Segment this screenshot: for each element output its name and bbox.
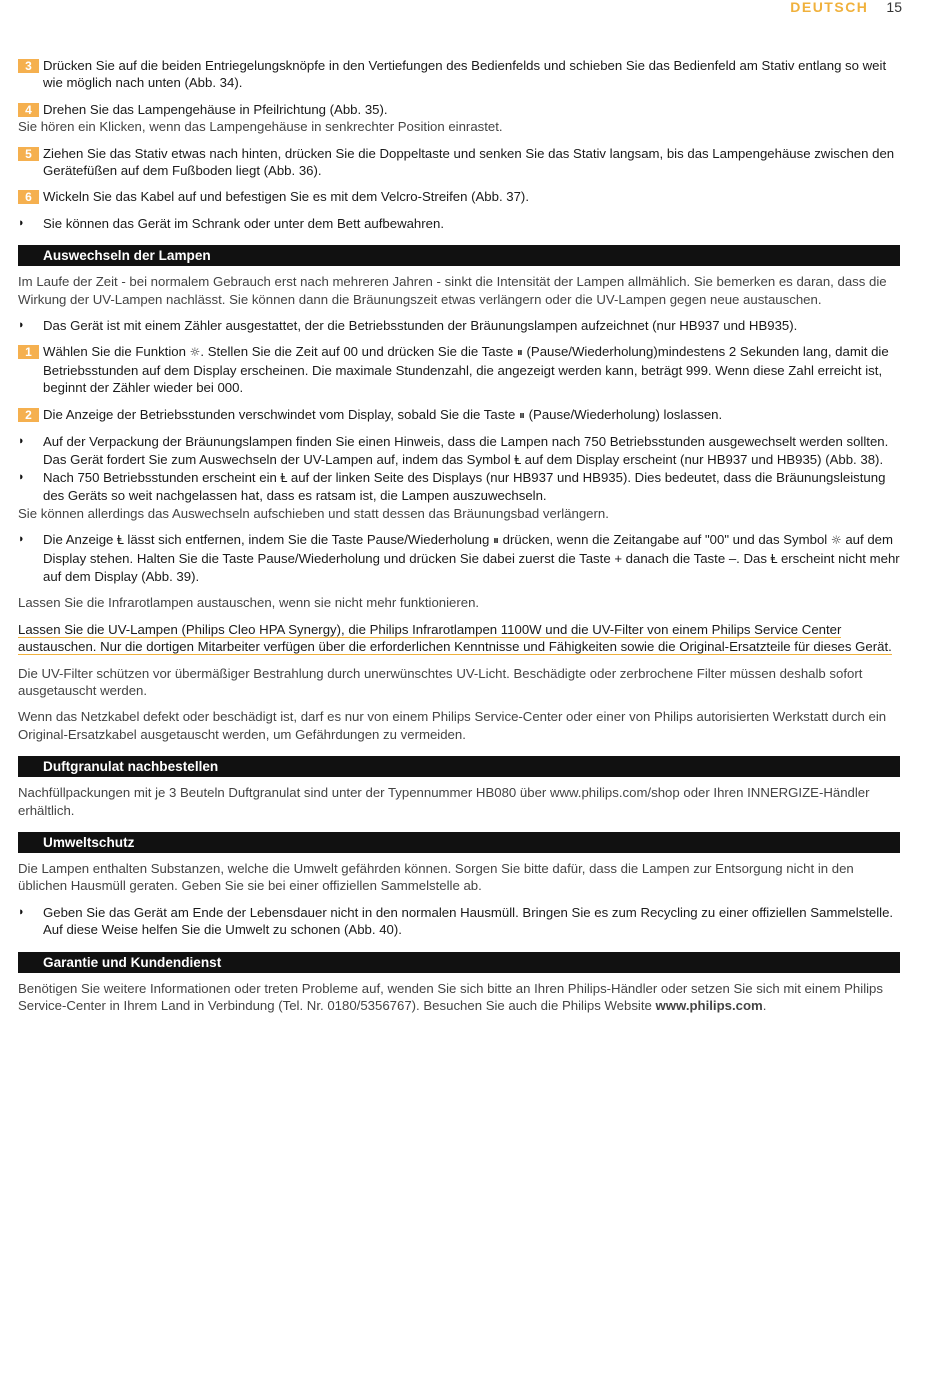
bullet-text: drücken, wenn die Zeitangabe auf "00" und das Symbol	[498, 532, 831, 548]
bullet-text: Das Gerät ist mit einem Zähler ausgestattet, der die Betriebsstunden der Bräunungslampen aufzeichnet (nur HB937 und HB935).	[43, 318, 798, 334]
bullet-text: auf dem Display erscheint (nur HB937 und HB935) (Abb. 38).	[521, 451, 884, 467]
cable-note: Wenn das Netzkabel defekt oder beschädigt ist, darf es nur von einem Philips Service-Center oder einer von Philips autorisierten Werkstatt durch ein Original-Ersatzkabel ausgetauscht werden, um Gefährdungen zu vermeiden.	[18, 709, 887, 742]
filters-note: Die UV-Filter schützen vor übermäßiger Bestrahlung durch unerwünschtes UV-Licht. Beschädigte oder zerbrochene Filter müssen deshalb sofort ausgetauscht werden.	[18, 665, 863, 698]
philips-website-link[interactable]: www.philips.com	[655, 998, 763, 1014]
section-heading-warranty: Garantie und Kundendienst	[18, 952, 900, 973]
step-text: Drehen Sie das Lampengehäuse in Pfeilrichtung (Abb. 35).	[43, 101, 388, 117]
step-5	[18, 145, 900, 180]
bullet-text: Auf der Verpackung der Bräunungslampen finden Sie einen Hinweis, dass die Lampen nach 750 Betriebsstunden ausgewechselt werden sollten. Das Gerät fordert Sie zum Auswechseln der UV-Lampen auf, indem das Symbol	[43, 434, 889, 467]
step-text: (Pause/Wiederholung)mindestens 2 Sekunden lang, damit die Betriebsstunden auf dem Display erscheinen. Die maximale Stundenzahl, die angezeigt werden kann, beträgt 999. Wenn diese Zahl erreicht ist, beginnt der Zähler wieder bei 000.	[43, 344, 889, 396]
sun-icon: ☼	[830, 533, 842, 548]
environment-text: Die Lampen enthalten Substanzen, welche die Umwelt gefährden können. Sorgen Sie bitte dafür, dass die Lampen zur Entsorgung nicht in den üblichen Hausmüll geraten. Geben Sie sie bei einer offiziellen Sammelstelle ab.	[18, 861, 854, 894]
warranty-text	[18, 980, 900, 1015]
warranty-end: .	[762, 998, 767, 1014]
bullet-icon: ◗	[18, 470, 25, 483]
lamps-step-1	[18, 343, 900, 396]
lamps-intro: Im Laufe der Zeit - bei normalem Gebrauch erst nach mehreren Jahren - sinkt die Intensität der Lampen allmählich. Sie bemerken es daran, dass die Wirkung der UV-Lampen nachlässt. Sie können dann die Bräunungszeit etwas verlängern oder die UV-Lampen gegen neue austauschen.	[18, 274, 887, 307]
infrared-note: Lassen Sie die Infrarotlampen austauschen, wenn sie nicht mehr funktionieren.	[18, 595, 480, 611]
sun-icon: ☼	[189, 345, 201, 360]
bullet-text: auf dem Display stehen. Halten Sie die Taste Pause/Wiederholung und drücken Sie dabei zuerst die Taste + danach die Taste –. Das	[43, 532, 893, 566]
bullet-icon: ◗	[18, 216, 25, 229]
section-heading-granulate: Duftgranulat nachbestellen	[18, 756, 900, 777]
section-heading-lamps: Auswechseln der Lampen	[18, 245, 900, 266]
step-number: 2	[18, 408, 39, 422]
lamps-step-2	[18, 406, 900, 424]
bullet-icon: ◗	[18, 905, 25, 918]
bullet-750-hours	[18, 433, 900, 469]
step-text: Wickeln Sie das Kabel auf und befestigen Sie es mit dem Velcro-Streifen (Abb. 37).	[43, 189, 529, 205]
bullet-text: auf der linken Seite des Displays (nur HB937 und HB935). Dies bedeutet, dass die Bräunungsleistung des Geräts so weit nachgelassen hat, dass es ratsam ist, die Lampen auszuwechseln.	[43, 469, 886, 504]
bullet-text: Geben Sie das Gerät am Ende der Lebensdauer nicht in den normalen Hausmüll. Bringen Sie es zum Recycling zu einer offiziellen Sammelstelle. Auf diese Weise helfen Sie die Umwelt zu schonen (Abb. 40).	[43, 904, 894, 938]
granulate-text: Nachfüllpackungen mit je 3 Beuteln Duftgranulat sind unter der Typennummer HB080 über www.philips.com/shop oder Ihren INNERGIZE-Händler erhältlich.	[18, 785, 870, 818]
step-3	[18, 57, 900, 92]
bullet-remove-indicator	[18, 531, 900, 585]
step-number: 3	[18, 59, 39, 73]
bullet-counter	[18, 317, 900, 334]
bullet-after-750	[18, 469, 900, 505]
step-6	[18, 188, 900, 205]
step-text: Drücken Sie auf die beiden Entriegelungsknöpfe in den Vertiefungen des Bedienfelds und schieben Sie das Bedienfeld am Stativ entlang so weit wie möglich nach unten (Abb. 34).	[43, 58, 887, 91]
bullet-storage	[18, 215, 900, 232]
step-number: 5	[18, 147, 39, 161]
step-number: 6	[18, 190, 39, 204]
lamp-icon: Ⱡ	[770, 551, 778, 566]
step-number: 4	[18, 103, 39, 117]
lamp-icon: Ⱡ	[514, 452, 521, 467]
page-number: 15	[886, 0, 902, 15]
lamp-icon: Ⱡ	[280, 470, 288, 485]
step-text: Die Anzeige der Betriebsstunden verschwindet vom Display, sobald Sie die Taste	[43, 406, 519, 422]
lamp-icon: Ⱡ	[117, 533, 124, 548]
step-text: Wählen Sie die Funktion	[43, 344, 190, 360]
step-4	[18, 101, 900, 118]
section-heading-environment: Umweltschutz	[18, 832, 900, 853]
pause-icon: ⏸	[518, 407, 525, 422]
pause-icon: ⏸	[492, 533, 499, 548]
step-text: . Stellen Sie die Zeit auf 00 und drücken Sie die Taste	[200, 344, 517, 360]
warning-note	[18, 621, 900, 656]
bullet-icon: ◗	[18, 533, 25, 546]
step-text: Ziehen Sie das Stativ etwas nach hinten, drücken Sie die Doppeltaste und senken Sie das Stativ langsam, bis das Lampengehäuse zwischen den Gerätefüßen auf dem Fußboden liegt (Abb. 36).	[43, 145, 895, 179]
page-header	[790, 0, 902, 18]
bullet-text: lässt sich entfernen, indem Sie die Taste Pause/Wiederholung	[123, 532, 493, 548]
step-4-note: Sie hören ein Klicken, wenn das Lampengehäuse in senkrechter Position einrastet.	[18, 119, 503, 135]
step-text: (Pause/Wiederholung) loslassen.	[525, 406, 723, 422]
postpone-note: Sie können allerdings das Auswechseln aufschieben und statt dessen das Bräunungsbad verlängern.	[18, 505, 609, 521]
bullet-icon: ◗	[18, 435, 25, 448]
bullet-text: erscheint nicht mehr auf dem Display (Abb. 39).	[43, 550, 900, 584]
bullet-recycling	[18, 904, 900, 939]
pause-icon: ⏸	[516, 345, 523, 360]
step-number: 1	[18, 345, 39, 359]
bullet-text: Die Anzeige	[43, 532, 118, 548]
warranty-body: Benötigen Sie weitere Informationen oder treten Probleme auf, wenden Sie sich bitte an Ihren Philips-Händler oder setzen Sie sich mit einem Philips Service-Center in Ihrem Land in Verbindung (Tel. Nr. 0180/5356767). Besuchen Sie auch die Philips Website	[18, 980, 883, 1014]
bullet-text: Sie können das Gerät im Schrank oder unter dem Bett aufbewahren.	[43, 215, 444, 231]
page-content	[18, 57, 900, 1023]
warning-text: Lassen Sie die UV-Lampen (Philips Cleo HPA Synergy), die Philips Infrarotlampen 1100W und die UV-Filter von einem Philips Service Center austauschen. Nur die dortigen Mitarbeiter verfügen über die erforderlichen Kenntnisse und Fähigkeiten sowie die Original-Ersatzteile für dieses Gerät.	[18, 621, 892, 655]
bullet-icon: ◗	[18, 319, 25, 332]
bullet-text: Nach 750 Betriebsstunden erscheint ein	[43, 469, 281, 485]
language-label: DEUTSCH	[790, 0, 869, 15]
